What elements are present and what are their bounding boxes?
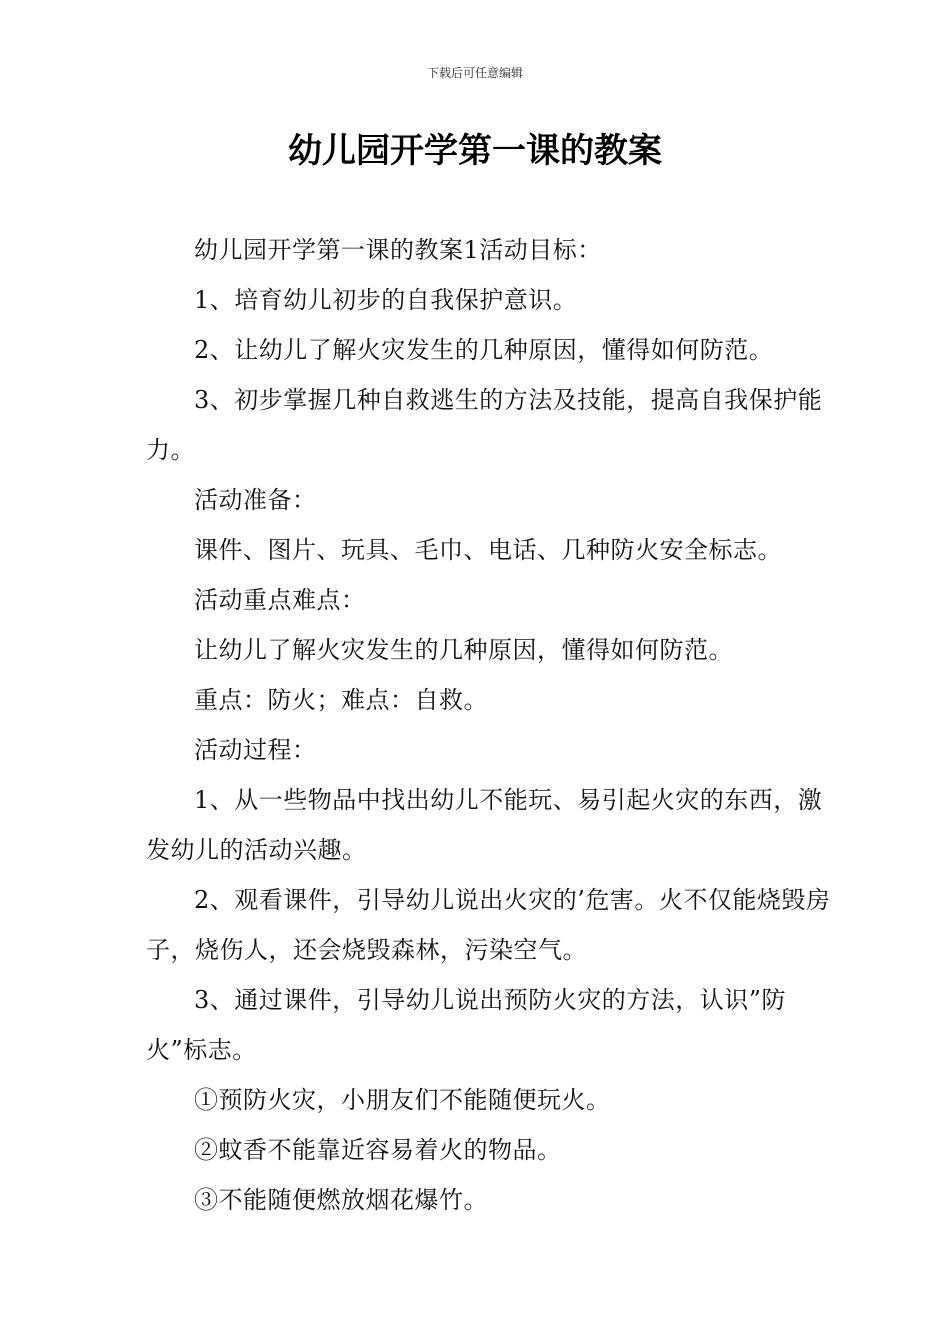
paragraph-preparation-items: 课件、图片、玩具、毛巾、电话、几种防火安全标志。 xyxy=(194,536,782,564)
header-note: 下载后可任意编辑 xyxy=(426,66,523,80)
document-title: 幼儿园开学第一课的教案 xyxy=(288,131,662,171)
paragraph-rule-3: ③不能随便燃放烟花爆竹。 xyxy=(194,1186,488,1214)
paragraph-goal-2: 2、让幼儿了解火灾发生的几种原因，懂得如何防范。 xyxy=(194,336,774,364)
paragraph-process-heading: 活动过程： xyxy=(194,736,317,764)
paragraph-process-step-2: 2、观看课件，引导幼儿说出火灾的’危害。火不仅能烧毁房子，烧伤人，还会烧毁森林，污染空气。 xyxy=(146,886,831,964)
paragraph-key-points-heading: 活动重点难点： xyxy=(194,586,366,614)
paragraph-rule-1: ①预防火灾，小朋友们不能随便玩火。 xyxy=(194,1086,611,1114)
paragraph-key-difficult-points: 重点：防火；难点：自救。 xyxy=(194,686,488,714)
paragraph-rule-2: ②蚊香不能靠近容易着火的物品。 xyxy=(194,1136,562,1164)
paragraph-process-step-3: 3、通过课件，引导幼儿说出预防火灾的方法，认识”防火”标志。 xyxy=(146,986,787,1064)
paragraph-preparation-heading: 活动准备： xyxy=(194,486,317,514)
paragraph-goal-3: 3、初步掌握几种自救逃生的方法及技能，提高自我保护能力。 xyxy=(146,386,823,464)
paragraph-intro-goals: 幼儿园开学第一课的教案1活动目标： xyxy=(194,236,602,264)
paragraph-process-step-1: 1、从一些物品中找出幼儿不能玩、易引起火灾的东西，激发幼儿的活动兴趣。 xyxy=(146,786,823,864)
paragraph-goal-1: 1、培育幼儿初步的自我保护意识。 xyxy=(194,286,578,314)
paragraph-key-points-text: 让幼儿了解火灾发生的几种原因，懂得如何防范。 xyxy=(194,636,733,664)
document-body xyxy=(146,225,836,1225)
